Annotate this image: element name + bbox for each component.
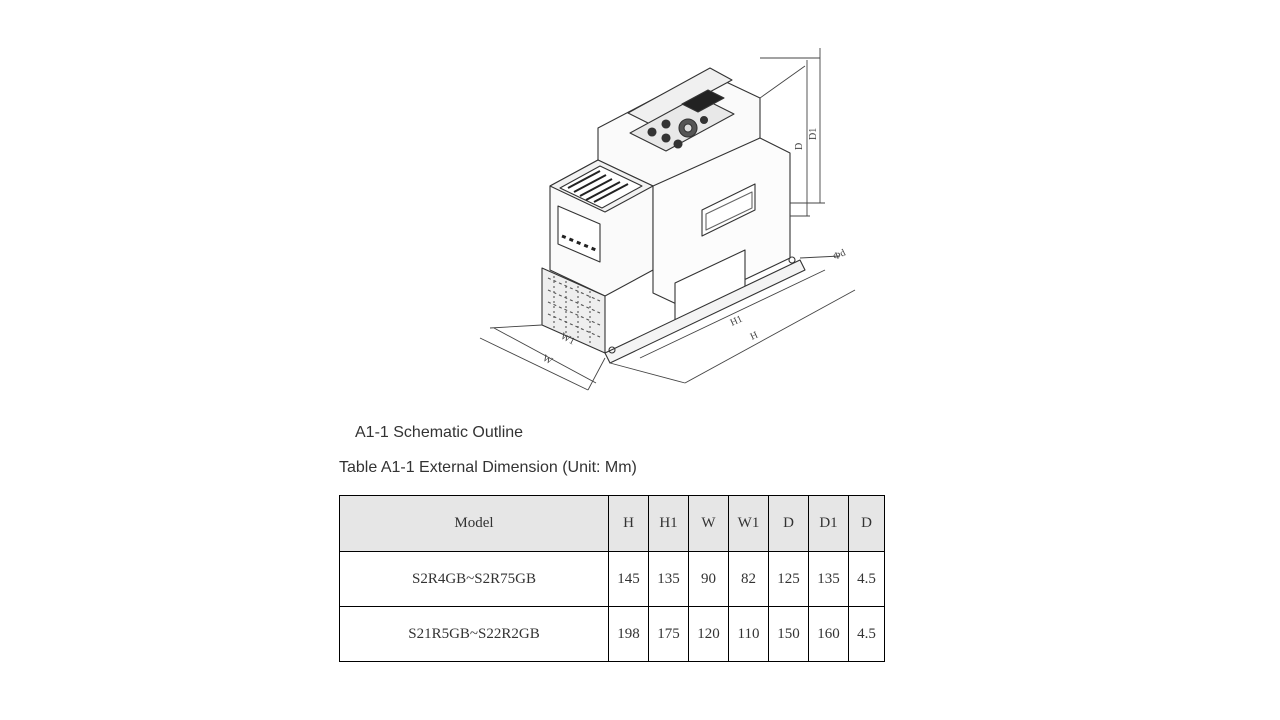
dim-label-h: H [748, 329, 760, 343]
header-d-hole: D [849, 496, 885, 552]
dim-label-d1: D1 [808, 127, 819, 140]
table-header-row [340, 496, 885, 552]
cell-w: 120 [689, 607, 729, 662]
cell-d-hole: 4.5 [849, 552, 885, 607]
table-title: Table A1-1 External Dimension (Unit: Mm) [339, 459, 637, 476]
schematic-outline-drawing [470, 38, 870, 398]
cell-d1: 135 [809, 552, 849, 607]
header-w1: W1 [729, 496, 769, 552]
cell-w1: 110 [729, 607, 769, 662]
dim-label-h1: H1 [728, 313, 745, 329]
header-w: W [689, 496, 729, 552]
cell-w1: 82 [729, 552, 769, 607]
dimension-table [339, 495, 885, 662]
cell-h: 198 [609, 607, 649, 662]
cell-model: S21R5GB~S22R2GB [340, 607, 609, 662]
figure-caption: A1-1 Schematic Outline [355, 424, 524, 441]
header-d: D [769, 496, 809, 552]
cell-h1: 175 [649, 607, 689, 662]
header-model: Model [340, 496, 609, 552]
cell-d: 125 [769, 552, 809, 607]
dim-label-d: D [794, 142, 805, 150]
table-row [340, 607, 885, 662]
dim-label-d2: Φd [831, 247, 848, 263]
cell-model: S2R4GB~S2R75GB [340, 552, 609, 607]
dim-label-w: W [540, 352, 555, 368]
cell-h1: 135 [649, 552, 689, 607]
cell-d-hole: 4.5 [849, 607, 885, 662]
header-h: H [609, 496, 649, 552]
cell-w: 90 [689, 552, 729, 607]
dim-label-w1: W1 [558, 330, 577, 348]
cell-d1: 160 [809, 607, 849, 662]
cell-d: 150 [769, 607, 809, 662]
header-d1: D1 [809, 496, 849, 552]
table-row [340, 552, 885, 607]
cell-h: 145 [609, 552, 649, 607]
header-h1: H1 [649, 496, 689, 552]
